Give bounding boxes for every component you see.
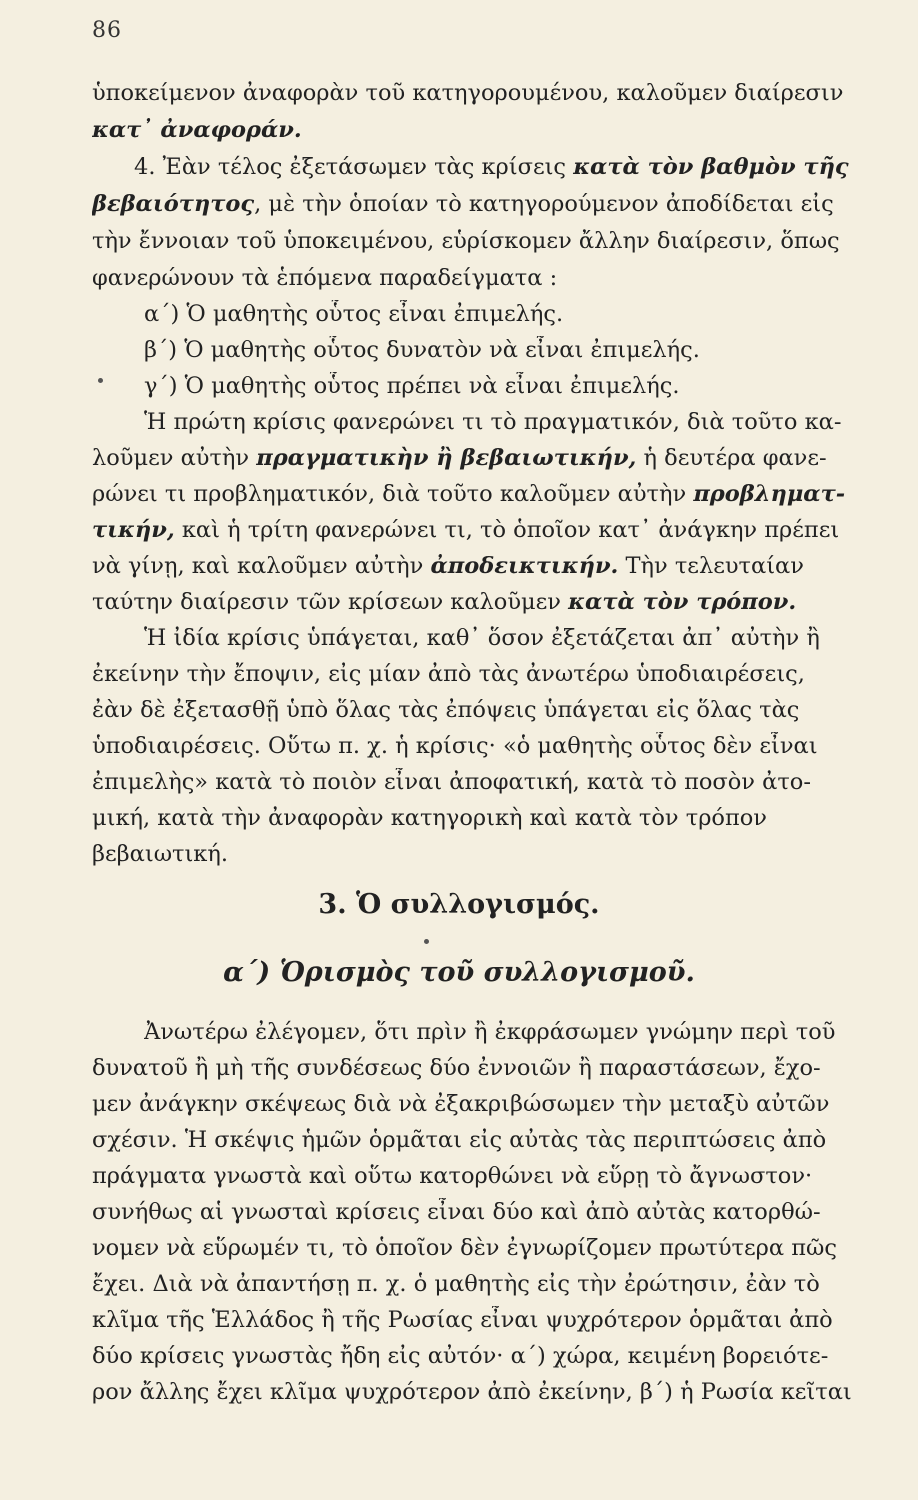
text-line: νομεν νὰ εὕρωμέν τι, τὸ ὁποῖον δὲν ἐγνωρίζομεν πρωτύτερα πῶς <box>92 1235 837 1261</box>
term-kata-ton-tropon: κατὰ τὸν τρόπον. <box>568 589 797 615</box>
text-line: ἔχει. Διὰ νὰ ἀπαντήσῃ π. χ. ὁ μαθητὴς εἰς τὴν ἐρώτησιν, ἐὰν τὸ <box>92 1271 820 1297</box>
text-line: ὑποκείμενον ἀναφορὰν τοῦ κατηγορουμένου, καλοῦμεν διαίρεσιν <box>92 80 844 106</box>
ink-speck <box>98 378 103 383</box>
text-line: λοῦμεν αὐτὴν πραγματικὴν ἢ βεβαιωτικήν, ἡ δευτέρα φανε- <box>92 445 827 471</box>
text-line: μεν ἀνάγκην σκέψεως διὰ νὰ ἐξακριβώσωμεν τὴν μεταξὺ αὐτῶν <box>92 1091 830 1117</box>
text-line: Ἡ ἰδία κρίσις ὑπάγεται, καθ᾽ ὅσον ἐξετάζεται ἀπ᾽ αὐτὴν ἢ <box>144 625 820 651</box>
term-vevaiotitos: βεβαιότητος <box>92 191 255 217</box>
text-line: πράγματα γνωστὰ καὶ οὕτω κατορθώνει νὰ εὕρῃ τὸ ἄγνωστον· <box>92 1163 813 1189</box>
text-line: δύο κρίσεις γνωστὰς ἤδη εἰς αὐτόν· α΄) χώρα, κειμένη βορειότε- <box>92 1343 829 1369</box>
text-line: Ἡ πρώτη κρίσις φανερώνει τι τὸ πραγματικόν, διὰ τοῦτο κα- <box>144 409 842 435</box>
text-line: σχέσιν. Ἡ σκέψις ἡμῶν ὁρμᾶται εἰς αὐτὰς τὰς περιπτώσεις ἀπὸ <box>92 1127 827 1153</box>
text-line: ἐπιμελὴς» κατὰ τὸ ποιὸν εἶναι ἀποφατική, κατὰ τὸ ποσὸν ἀτο- <box>92 769 811 795</box>
text-line: τικήν, καὶ ἡ τρίτη φανερώνει τι, τὸ ὁποῖον κατ᾽ ἀνάγκην πρέπει <box>92 517 840 543</box>
page-number: 86 <box>92 18 122 43</box>
text-line: φανερώνουν τὰ ἑπόμενα παραδείγματα : <box>92 265 558 291</box>
text-line: συνήθως αἱ γνωσταὶ κρίσεις εἶναι δύο καὶ ἀπὸ αὐτὰς κατορθώ- <box>92 1199 821 1225</box>
section-heading: 3. Ὁ συλλογισμός. <box>318 889 600 920</box>
text-line: ρώνει τι προβληματικόν, διὰ τοῦτο καλοῦμεν αὐτὴν προβληματ- <box>92 481 846 507</box>
example-b: β΄) Ὁ μαθητὴς οὗτος δυνατὸν νὰ εἶναι ἐπιμελής. <box>144 337 700 363</box>
text-line: μική, κατὰ τὴν ἀναφορὰν κατηγορικὴ καὶ κατὰ τὸν τρόπον <box>92 805 767 831</box>
text-line <box>92 116 910 144</box>
term-pragmatikin: πραγματικὴν ἢ βεβαιωτικήν, <box>256 445 637 471</box>
ink-speck <box>424 939 429 944</box>
term-kat-anaforan: κατ᾽ ἀναφοράν. <box>92 117 302 143</box>
text-line: ταύτην διαίρεσιν τῶν κρίσεων καλοῦμεν κατὰ τὸν τρόπον. <box>92 589 797 615</box>
term-apodeiktikin: ἀποδεικτικήν. <box>430 553 619 579</box>
subsection-heading: α΄) Ὁρισμὸς τοῦ συλλογισμοῦ. <box>223 957 695 988</box>
text-line: ὑποδιαιρέσεις. Οὕτω π. χ. ἡ κρίσις· «ὁ μαθητὴς οὗτος δὲν εἶναι <box>92 733 818 759</box>
text-line: νὰ γίνῃ, καὶ καλοῦμεν αὐτὴν ἀποδεικτικήν. Τὴν τελευταίαν <box>92 553 804 579</box>
example-c: γ΄) Ὁ μαθητὴς οὗτος πρέπει νὰ εἶναι ἐπιμελής. <box>144 373 680 399</box>
term-kata-ton-vathmon: κατὰ τὸν βαθμὸν τῆς <box>573 154 849 180</box>
text-line: ἐὰν δὲ ἐξετασθῇ ὑπὸ ὅλας τὰς ἐπόψεις ὑπάγεται εἰς ὅλας τὰς <box>92 697 800 723</box>
text-line: δυνατοῦ ἢ μὴ τῆς συνδέσεως δύο ἐννοιῶν ἢ παραστάσεων, ἔχο- <box>92 1055 821 1081</box>
text-line: τὴν ἔννοιαν τοῦ ὑποκειμένου, εὑρίσκομεν ἄλλην διαίρεσιν, ὅπως <box>92 228 840 254</box>
term-provlimatikin: προβληματ- <box>693 481 846 507</box>
text-line: Ἀνωτέρω ἐλέγομεν, ὅτι πρὶν ἢ ἐκφράσωμεν γνώμην περὶ τοῦ <box>144 1019 836 1045</box>
text-line: κλῖμα τῆς Ἑλλάδος ἢ τῆς Ρωσίας εἶναι ψυχρότερον ὁρμᾶται ἀπὸ <box>92 1307 833 1333</box>
text-line: ἐκείνην τὴν ἔποψιν, εἰς μίαν ἀπὸ τὰς ἀνωτέρω ὑποδιαιρέσεις, <box>92 661 805 687</box>
text-line: βεβαιωτική. <box>92 841 228 867</box>
text-line: βεβαιότητος, μὲ τὴν ὁποίαν τὸ κατηγορούμενον ἀποδίδεται εἰς <box>92 191 834 217</box>
text-line: 4. Ἐὰν τέλος ἐξετάσωμεν τὰς κρίσεις κατὰ τὸν βαθμὸν τῆς <box>134 154 849 180</box>
text-line: ρον ἄλλης ἔχει κλῖμα ψυχρότερον ἀπὸ ἐκείνην, β΄) ἡ Ρωσία κεῖται <box>92 1379 852 1405</box>
example-a: α΄) Ὁ μαθητὴς οὗτος εἶναι ἐπιμελής. <box>144 301 564 327</box>
